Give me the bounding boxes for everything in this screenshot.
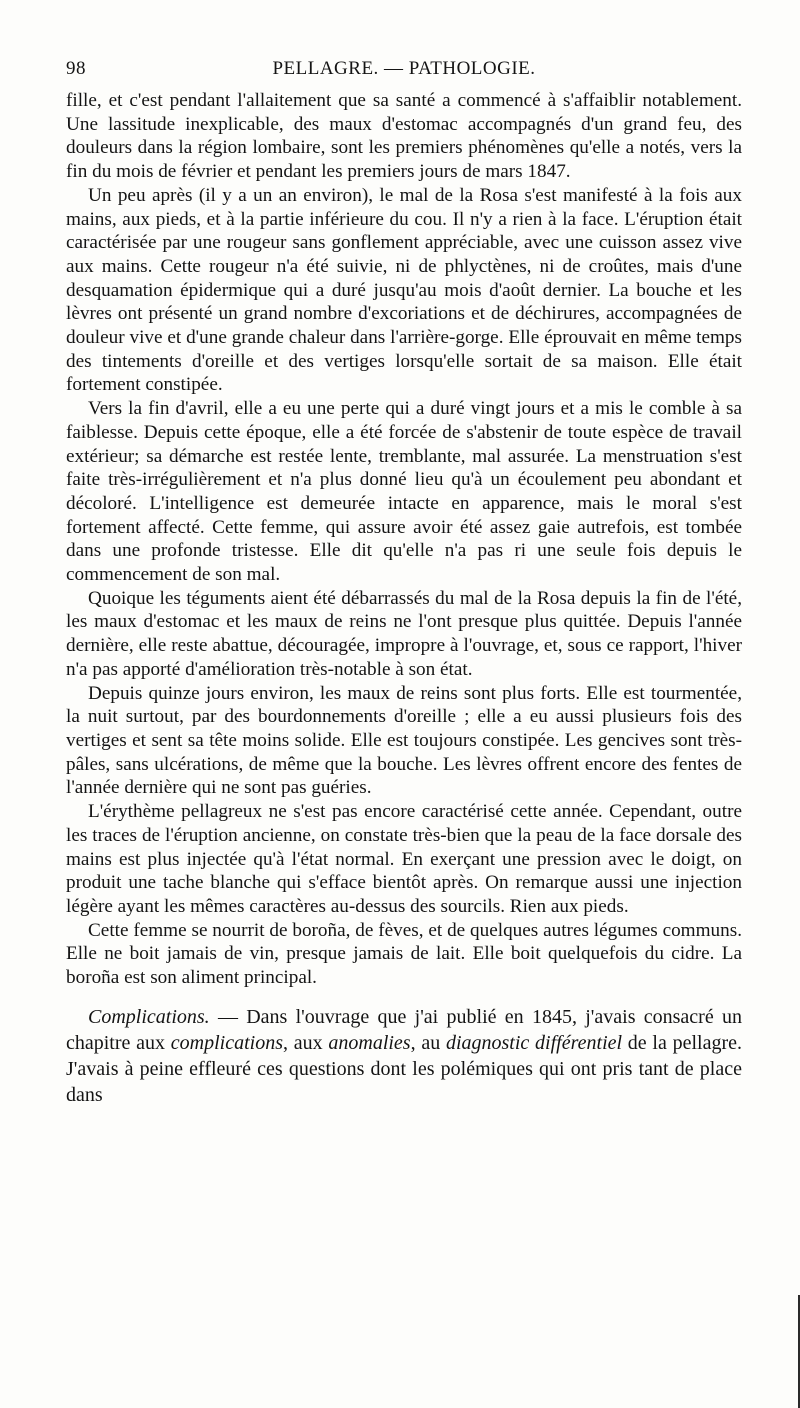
running-head: PELLAGRE. — PATHOLOGIE. [272, 58, 536, 79]
section-text-4: de la pellagre. J'avais à peine effleuré ces questions dont les polémiques qui ont pris tant de place dans [66, 1031, 743, 1106]
section-text-3: , au [410, 1031, 446, 1054]
section-complications [66, 1004, 742, 1108]
page-number: 98 [66, 58, 86, 79]
section-heading: Complications. [88, 1005, 210, 1028]
paragraph-5: Depuis quinze jours environ, les maux de reins sont plus forts. Elle est tourmentée, la nuit surtout, par des bourdonnements d'oreille ; elle a eu aussi plusieurs fois des vertiges et sent sa tête moins solide. Elle est toujours constipée. Les gencives sont très-pâles, sans ulcérations, de même que la bouche. Les lèvres offrent encore des fentes de l'année dernière qui ne sont pas guéries. [66, 682, 742, 799]
page-header [66, 58, 742, 84]
emphasis-complications: complications [170, 1031, 283, 1054]
section-text-2: , aux [283, 1031, 329, 1054]
paragraph-2: Un peu après (il y a un an environ), le mal de la Rosa s'est manifesté à la fois aux mains, aux pieds, et à la partie inférieure du cou. Il n'y a rien à la face. L'éruption était caractérisée par une rougeur sans gonflement appréciable, avec une cuisson assez vive aux mains. Cette rougeur n'a été suivie, ni de phlyctènes, ni de croûtes, mais d'une desquamation épidermique qui a duré jusqu'au mois d'août dernier. La bouche et les lèvres ont présenté un grand nombre d'excoriations et de déchirures, accompagnées de douleur vive et d'une grande chaleur dans l'arrière-gorge. Elle éprouvait en même temps des tintements d'oreille et des vertiges lorsqu'elle sortait de sa maison. Elle était fortement constipée. [66, 184, 742, 396]
emphasis-anomalies: anomalies [328, 1031, 411, 1054]
paragraph-6: L'érythème pellagreux ne s'est pas encore caractérisé cette année. Cependant, outre les traces de l'éruption ancienne, on constate très-bien que la peau de la face dorsale des mains est plus injectée qu'à l'état normal. En exerçant une pression avec le doigt, on produit une tache blanche qui s'efface bientôt après. On remarque aussi une injection légère ayant les mêmes caractères au-dessus des sourcils. Rien aux pieds. [66, 801, 742, 917]
section-dash: — [209, 1005, 247, 1028]
paragraph-7: Cette femme se nourrit de boroña, de fèves, et de quelques autres légumes communs. Elle ne boit jamais de vin, presque jamais de lait. Elle boit quelquefois du cidre. La boroña est son aliment principal. [66, 919, 742, 989]
body-text [66, 89, 742, 1108]
paragraph-1: fille, et c'est pendant l'allaitement que sa santé a commencé à s'affaiblir notablement. Une lassitude inexplicable, des maux d'estomac accompagnés d'un grand feu, des douleurs dans la région lombaire, sont les premiers phénomènes qu'elle a notés, vers la fin du mois de février et pendant les premiers jours de mars 1847. [66, 90, 742, 183]
paragraph-3: Vers la fin d'avril, elle a eu une perte qui a duré vingt jours et a mis le comble à sa faiblesse. Depuis cette époque, elle a été forcée de s'abstenir de toute espèce de travail extérieur; sa démarche est restée lente, tremblante, mal assurée. La menstruation s'est faite très-irrégulièrement et n'a plus donné lieu qu'à un écoulement peu abondant et décoloré. L'intelligence est demeurée intacte en apparence, mais le moral s'est fortement affecté. Cette femme, qui assure avoir été assez gaie autrefois, est tombée dans une profonde tristesse. Elle dit qu'elle n'a pas ri une seule fois depuis le commencement de son mal. [66, 398, 742, 586]
section-text-1: Dans l'ouvrage que j'ai publié en 1845, j'avais consacré un chapitre aux [66, 1005, 742, 1054]
emphasis-diagnostic: diagnostic différentiel [445, 1031, 623, 1054]
paragraph-4: Quoique les téguments aient été débarrassés du mal de la Rosa depuis la fin de l'été, les maux d'estomac et les maux de reins ne l'ont presque plus quittée. Depuis l'année dernière, elle reste abattue, découragée, impropre à l'ouvrage, et, sous ce rapport, l'hiver n'a pas apporté d'amélioration très-notable à son état. [66, 587, 742, 680]
